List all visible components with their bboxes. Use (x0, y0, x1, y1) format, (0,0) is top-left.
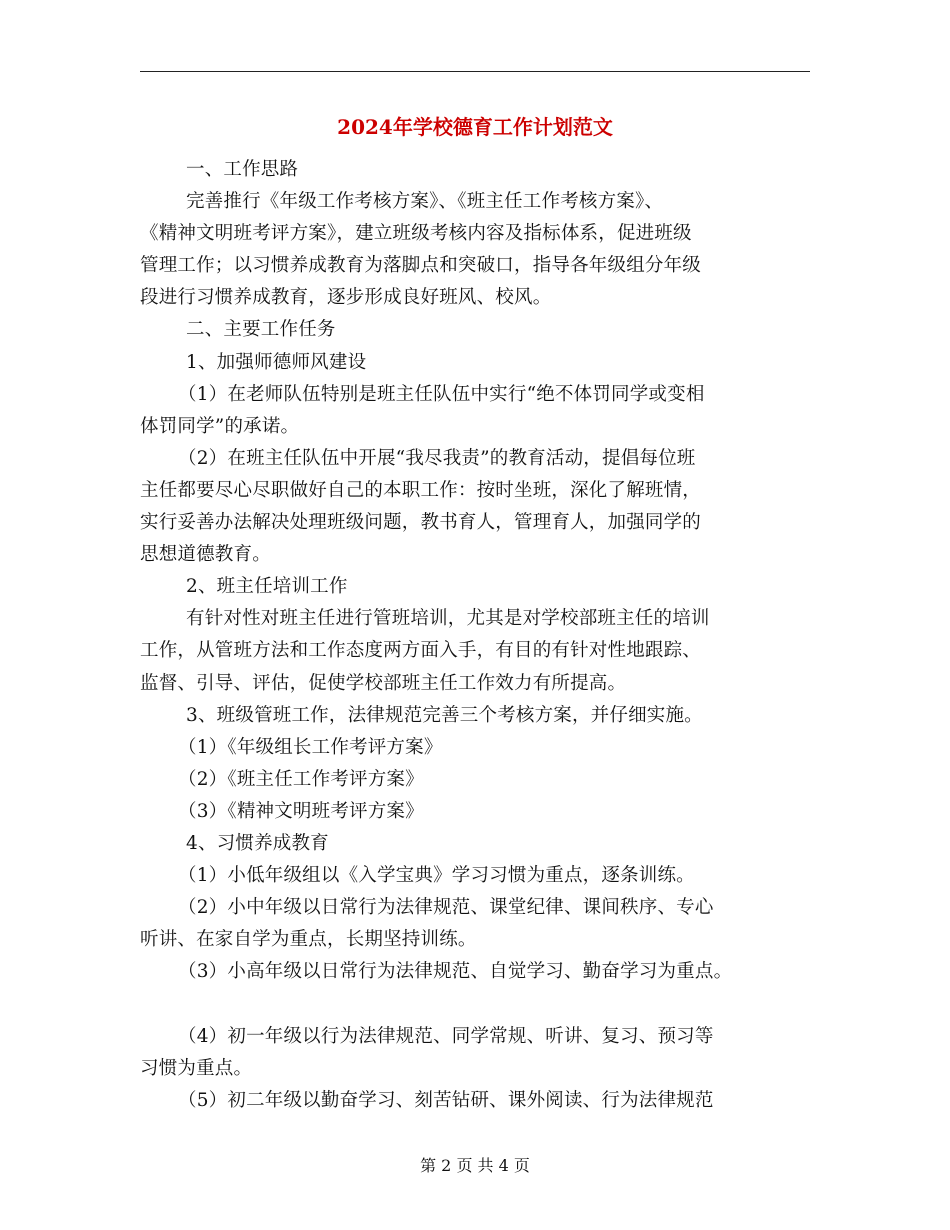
paragraph-line: 《精神文明班考评方案》，建立班级考核内容及指标体系，促进班级 (140, 223, 692, 245)
paragraph-line: 有针对性对班主任进行管班培训，尤其是对学校部班主任的培训 (186, 608, 710, 630)
section-heading: 二、主要工作任务 (186, 319, 336, 341)
paragraph-line: 实行妥善办法解决处理班级问题，教书育人，管理育人，加强同学的 (140, 512, 702, 534)
header-rule (140, 71, 810, 72)
paragraph-line: 体罚同学”的承诺。 (140, 415, 300, 437)
paragraph-line: （4）初一年级以行为法律规范、同学常规、听讲、复习、预习等 (178, 1025, 714, 1047)
paragraph-line: （2）小中年级以日常行为法律规范、课堂纪律、课间秩序、专心 (178, 897, 714, 919)
paragraph-line: 监督、引导、评估，促使学校部班主任工作效力有所提高。 (140, 672, 627, 694)
blank-line (140, 988, 820, 1020)
list-item: （1）《年级组长工作考评方案》 (178, 736, 443, 758)
subsection-heading: 3、班级管班工作，法律规范完善三个考核方案，并仔细实施。 (186, 704, 703, 726)
paragraph-line: （3）小高年级以日常行为法律规范、自觉学习、勤奋学习为重点。 (178, 961, 733, 983)
subsection-heading: 2、班主任培训工作 (186, 576, 348, 598)
section-heading: 一、工作思路 (186, 159, 299, 180)
paragraph-line: （2）在班主任队伍中开展“我尽我责”的教育活动，提倡每位班 (178, 447, 696, 469)
paragraph-line: 工作，从管班方法和工作态度两方面入手，有目的有针对性地跟踪、 (140, 640, 702, 662)
document-title: 2024年学校德育工作计划范文 (337, 115, 613, 139)
paragraph-line: 听讲、在家自学为重点，长期坚持训练。 (140, 929, 477, 951)
paragraph-line: （5）初二年级以勤奋学习、刻苦钻研、课外阅读、行为法律规范 (178, 1089, 714, 1111)
paragraph-line: 思想道德教育。 (140, 544, 271, 566)
paragraph-line: 段进行习惯养成教育，逐步形成良好班风、校风。 (140, 287, 552, 309)
paragraph-line: 完善推行《年级工作考核方案》、《班主任工作考核方案》、 (186, 191, 664, 213)
list-item: （3）《精神文明班考评方案》 (178, 800, 424, 822)
page-number-footer: 第 2 页 共 4 页 (420, 1156, 530, 1175)
list-item: （2）《班主任工作考评方案》 (178, 768, 424, 790)
paragraph-line: 主任都要尽心尽职做好自己的本职工作：按时坐班，深化了解班情， (140, 479, 702, 501)
paragraph-line: （1）在老师队伍特别是班主任队伍中实行“绝不体罚同学或变相 (178, 383, 705, 405)
paragraph-line: 习惯为重点。 (140, 1057, 253, 1079)
document-body (140, 154, 820, 1117)
subsection-heading: 1、加强师德师风建设 (186, 351, 367, 373)
paragraph-line: （1）小低年级组以《入学宝典》学习习惯为重点，逐条训练。 (178, 865, 695, 887)
subsection-heading: 4、习惯养成教育 (186, 832, 329, 854)
paragraph-line: 管理工作；以习惯养成教育为落脚点和突破口，指导各年级组分年级 (140, 255, 702, 277)
